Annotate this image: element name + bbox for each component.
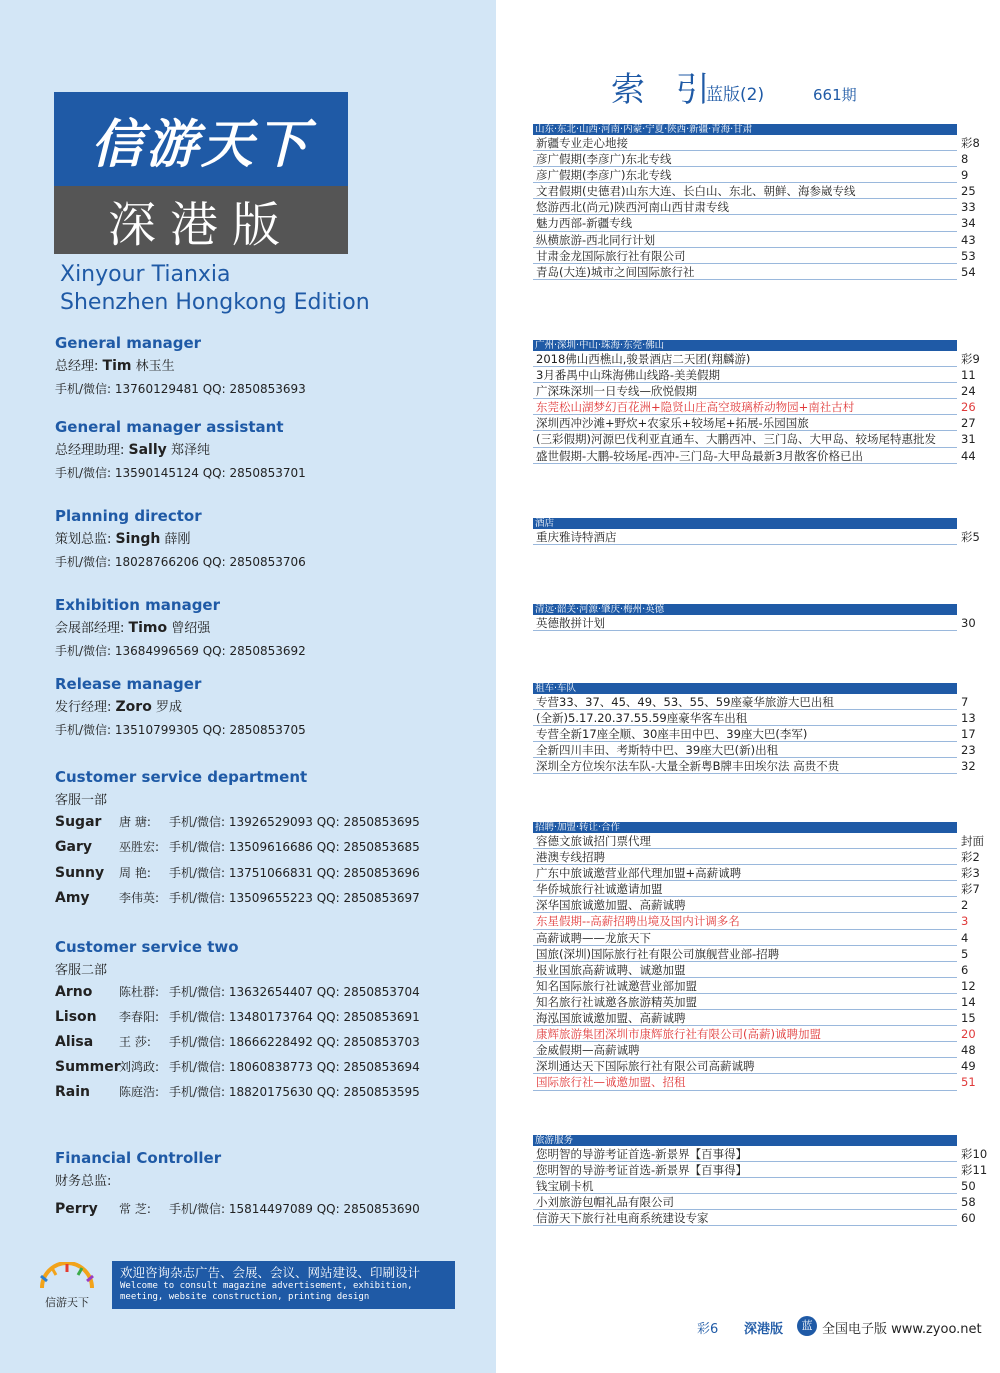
staff-cn-name: 罗成 xyxy=(155,700,182,715)
cs-cn-name: 李伟英: xyxy=(119,890,160,905)
entry-page: 彩3 xyxy=(961,866,980,881)
section-header: 旅游服务 xyxy=(533,1135,957,1146)
index-entry[interactable] xyxy=(533,1010,976,1026)
entry-title: 3月番禺中山珠海佛山线路-美美假期 xyxy=(536,368,720,383)
cs-cn-name: 陈庭浩: xyxy=(119,1085,160,1099)
entry-title: 魅力西部-新疆专线 xyxy=(536,216,633,231)
index-section xyxy=(533,604,976,631)
staff-cn-name: 林玉生 xyxy=(135,359,175,374)
cs-en-name: Summer xyxy=(55,1059,121,1075)
cs-en-name: Amy xyxy=(55,889,90,906)
entry-page: 彩8 xyxy=(961,136,980,150)
staff-contact: 手机/微信: 18028766206 QQ: 2850853706 xyxy=(55,555,306,569)
cs-contact: 手机/微信: 13926529093 QQ: 2850853695 xyxy=(169,815,420,829)
index-entry[interactable] xyxy=(533,694,969,710)
entry-title: 新疆专业走心地接 xyxy=(536,136,628,150)
entry-page: 4 xyxy=(961,930,969,945)
entry-title: (三彩假期)河源巴伐利亚直通车、大鹏西冲、三门岛、大甲岛、较场尾特惠批发 xyxy=(536,432,936,447)
entry-title: 彦广假期(李彦广)东北专线 xyxy=(536,168,672,183)
index-entry[interactable] xyxy=(533,913,969,929)
staff-contact: 手机/微信: 13760129481 QQ: 2850853693 xyxy=(55,382,306,396)
index-subtitle: 蓝版(2) xyxy=(706,85,765,105)
entry-title: 您明智的导游考证首选-新景界【百事得】 xyxy=(536,1163,748,1178)
index-entry[interactable] xyxy=(533,726,976,742)
entry-page: 53 xyxy=(961,248,976,263)
cs-contact: 手机/微信: 13632654407 QQ: 2850853704 xyxy=(169,985,420,999)
entry-title: 国旅(深圳)国际旅行社有限公司旗舰营业部-招聘 xyxy=(536,946,780,961)
entry-title: 广深珠深圳一日专线—欣悦假期 xyxy=(536,384,697,399)
index-entry[interactable] xyxy=(533,1026,976,1042)
entry-title: 深圳全方位埃尔法车队-大量全新粤B牌丰田埃尔法 高贵不贵 xyxy=(536,759,840,774)
index-entry[interactable] xyxy=(533,758,976,774)
index-entry[interactable] xyxy=(533,529,980,545)
cs-en-name: Gary xyxy=(55,839,92,856)
staff-title: Planning director xyxy=(55,507,202,525)
index-entry[interactable] xyxy=(533,1042,976,1058)
entry-title: 2018佛山西樵山,骏景酒店二天团(翔麟游) xyxy=(536,352,751,366)
index-entry[interactable] xyxy=(533,399,976,415)
entry-page: 封面 xyxy=(961,834,984,848)
entry-page: 54 xyxy=(961,264,976,279)
sun-logo-icon xyxy=(41,1263,93,1288)
index-entry[interactable] xyxy=(533,1162,988,1178)
entry-page: 49 xyxy=(961,1059,976,1074)
cs-cn-name: 王 莎: xyxy=(119,1035,151,1049)
index-entry[interactable] xyxy=(533,1210,976,1226)
staff-title: General manager xyxy=(55,334,202,352)
entry-title: 华侨城旅行社诚邀请加盟 xyxy=(536,882,663,897)
entry-title: 钱宝刷卡机 xyxy=(536,1179,594,1194)
index-entry[interactable] xyxy=(533,978,976,994)
cs-en-name: Alisa xyxy=(55,1034,94,1050)
index-entry[interactable] xyxy=(533,994,976,1010)
entry-title: 深华国旅诚邀加盟、高薪诚聘 xyxy=(536,898,686,913)
index-entry[interactable] xyxy=(533,930,969,946)
entry-title: 全新四川丰田、考斯特中巴、39座大巴(新)出租 xyxy=(536,743,779,758)
footer-edition: 深港版 xyxy=(744,1322,784,1337)
index-entry[interactable] xyxy=(533,248,976,264)
entry-page: 44 xyxy=(961,448,976,463)
staff-name-line xyxy=(55,355,175,374)
english-title-line1: Xinyour Tianxia xyxy=(60,262,231,287)
entry-page: 33 xyxy=(961,200,976,215)
index-section xyxy=(533,518,980,545)
cs-contact: 手机/微信: 13509655223 QQ: 2850853697 xyxy=(169,890,420,905)
entry-title: 信游天下旅行社电商系统建设专家 xyxy=(536,1211,709,1226)
staff-name-line xyxy=(55,439,210,458)
entry-title: 深圳西冲沙滩+野炊+农家乐+较场尾+拓展-乐园国旅 xyxy=(536,416,809,431)
staff-role: 会展部经理: xyxy=(55,621,125,636)
staff-contact: 手机/微信: 13510799305 QQ: 2850853705 xyxy=(55,723,306,737)
index-entry[interactable] xyxy=(533,946,969,962)
staff-contact: 手机/微信: 13684996569 QQ: 2850853692 xyxy=(55,644,306,658)
entry-title: 康辉旅游集团深圳市康辉旅行社有限公司(高薪)诚聘加盟 xyxy=(536,1027,821,1042)
entry-title: 悠游西北(尚元)陕西河南山西甘肃专线 xyxy=(536,200,729,215)
entry-page: 8 xyxy=(961,152,969,167)
entry-page: 7 xyxy=(961,695,969,709)
cs-contact-row xyxy=(55,1083,420,1103)
cs2-subtitle: 客服二部 xyxy=(55,963,108,978)
entry-page: 12 xyxy=(961,978,976,993)
entry-page: 23 xyxy=(961,743,976,758)
entry-title: 小刘旅游包帽礼品有限公司 xyxy=(536,1195,674,1210)
entry-title: 专营33、37、45、49、53、55、59座豪华旅游大巴出租 xyxy=(536,695,834,709)
entry-page: 30 xyxy=(961,616,976,630)
staff-role: 策划总监: xyxy=(55,532,112,547)
entry-page: 43 xyxy=(961,232,976,247)
cs-en-name: Sunny xyxy=(55,864,105,881)
entry-page: 27 xyxy=(961,416,976,431)
index-entry[interactable] xyxy=(533,431,976,447)
entry-title: 高薪诚聘——龙旅天下 xyxy=(536,930,651,945)
cs-contact-row xyxy=(55,983,420,1003)
entry-title: 青岛(大连)城市之间国际旅行社 xyxy=(536,264,695,279)
staff-cn-name: 薛刚 xyxy=(164,532,191,547)
cs-cn-name: 刘鸿政: xyxy=(119,1060,160,1074)
entry-title: 盛世假期-大鹏-较场尾-西冲-三门岛-大甲岛最新3月散客价格已出 xyxy=(536,448,864,463)
staff-title: Exhibition manager xyxy=(55,596,220,614)
entry-title: 深圳通达天下国际旅行社有限公司高薪诚聘 xyxy=(536,1059,755,1074)
cs-cn-name: 周 艳: xyxy=(119,865,151,880)
index-entry[interactable] xyxy=(533,1146,988,1162)
index-entry[interactable] xyxy=(533,1058,976,1074)
finance-contact-row xyxy=(55,1200,420,1220)
entry-page: 31 xyxy=(961,432,976,447)
index-entry[interactable] xyxy=(533,383,976,399)
entry-page: 26 xyxy=(961,400,976,415)
section-header: 广州·深圳·中山·珠海·东莞·佛山 xyxy=(533,340,957,351)
cs-cn-name: 李春阳: xyxy=(119,1010,160,1024)
entry-page: 彩5 xyxy=(961,530,980,544)
cs-contact: 手机/微信: 13509616686 QQ: 2850853685 xyxy=(169,840,420,855)
index-entry[interactable] xyxy=(533,833,984,849)
entry-page: 6 xyxy=(961,962,969,977)
finance-title: Financial Controller xyxy=(55,1149,222,1167)
entry-page: 60 xyxy=(961,1211,976,1226)
section-header: 招聘·加盟·转让·合作 xyxy=(533,822,957,833)
index-entry[interactable] xyxy=(533,183,976,199)
entry-title: 甘肃金龙国际旅行社有限公司 xyxy=(536,248,686,263)
staff-role: 总经理助理: xyxy=(55,443,125,458)
index-entry[interactable] xyxy=(533,897,969,913)
entry-page: 50 xyxy=(961,1179,976,1194)
finance-cn-name: 常 芝: xyxy=(119,1202,151,1216)
index-title: 索 引 xyxy=(611,70,720,110)
entry-page: 17 xyxy=(961,727,976,742)
ad-banner xyxy=(112,1261,455,1309)
entry-page: 25 xyxy=(961,184,976,199)
left-panel xyxy=(0,0,496,1373)
entry-page: 14 xyxy=(961,994,976,1009)
index-section xyxy=(533,340,980,464)
index-entry[interactable] xyxy=(533,167,969,183)
entry-page: 51 xyxy=(961,1075,976,1090)
index-entry[interactable] xyxy=(533,865,980,881)
entry-title: 国际旅行社—诚邀加盟、招租 xyxy=(536,1075,686,1090)
entry-title: 东星假期--高薪招聘出境及国内计调多名 xyxy=(536,914,740,929)
logo-text: 信游天下 xyxy=(45,1296,89,1309)
index-entry[interactable] xyxy=(533,151,969,167)
cs2-title: Customer service two xyxy=(55,938,239,956)
entry-title: 知名国际旅行社诚邀营业部加盟 xyxy=(536,978,697,993)
entry-title: 港澳专线招聘 xyxy=(536,850,605,865)
index-entry[interactable] xyxy=(533,215,976,231)
section-header: 租车·车队 xyxy=(533,683,957,694)
index-entry[interactable] xyxy=(533,1074,976,1090)
cs-contact: 手机/微信: 13480173764 QQ: 2850853691 xyxy=(169,1010,420,1024)
entry-page: 2 xyxy=(961,898,969,913)
entry-page: 32 xyxy=(961,759,976,774)
cs-contact-row xyxy=(55,889,420,909)
index-section xyxy=(533,822,984,1091)
english-title-line2: Shenzhen Hongkong Edition xyxy=(60,290,370,315)
brand-logo-bottom: 深港版 xyxy=(54,186,348,254)
entry-page: 3 xyxy=(961,914,969,929)
cs-en-name: Rain xyxy=(55,1084,90,1100)
cs-contact-row xyxy=(55,1008,420,1028)
cs-contact-row xyxy=(55,1058,420,1078)
entry-page: 彩7 xyxy=(961,882,980,897)
cs-contact-row xyxy=(55,838,420,858)
index-entry[interactable] xyxy=(533,351,980,367)
index-entry[interactable] xyxy=(533,1178,976,1194)
entry-page: 11 xyxy=(961,368,976,383)
staff-en-name: Singh xyxy=(115,531,161,547)
cs-cn-name: 陈杜群: xyxy=(119,985,160,999)
cs-cn-name: 巫胜宏: xyxy=(119,840,160,855)
entry-page: 彩9 xyxy=(961,352,980,366)
cs-contact-row xyxy=(55,1033,420,1053)
cs-contact: 手机/微信: 18666228492 QQ: 2850853703 xyxy=(169,1035,420,1049)
entry-page: 5 xyxy=(961,946,969,961)
entry-page: 48 xyxy=(961,1043,976,1058)
entry-page: 9 xyxy=(961,168,969,183)
staff-title: Release manager xyxy=(55,675,202,693)
index-entry[interactable] xyxy=(533,849,980,865)
entry-title: 重庆雅诗特酒店 xyxy=(536,530,617,544)
brand-logo-top: 信游天下 xyxy=(54,92,348,186)
entry-title: (全新)5.17.20.37.55.59座豪华客车出租 xyxy=(536,711,748,726)
entry-title: 彦广假期(李彦广)东北专线 xyxy=(536,152,672,167)
entry-title: 文君假期(史德君)山东大连、长白山、东北、朝鲜、海参崴专线 xyxy=(536,184,856,199)
staff-name-line xyxy=(55,696,182,715)
entry-title: 海泓国旅诚邀加盟、高薪诚聘 xyxy=(536,1011,686,1026)
cs-en-name: Sugar xyxy=(55,814,102,830)
entry-page: 24 xyxy=(961,384,976,399)
ad-english-line2: meeting, website construction, printing design xyxy=(120,1292,370,1302)
entry-title: 专营全新17座全顺、30座丰田中巴、39座大巴(李军) xyxy=(536,727,808,742)
staff-en-name: Timo xyxy=(128,620,168,636)
cs1-title: Customer service department xyxy=(55,768,308,786)
index-entry[interactable] xyxy=(533,415,976,431)
staff-en-name: Sally xyxy=(128,442,167,458)
index-entry[interactable] xyxy=(533,881,980,897)
ad-english-line1: Welcome to consult magazine advertisement, exhibition, xyxy=(120,1281,413,1291)
issue-number: 661期 xyxy=(813,86,857,104)
entry-title: 纵横旅游-西北同行计划 xyxy=(536,232,656,247)
staff-en-name: Zoro xyxy=(115,699,152,715)
entry-page: 13 xyxy=(961,711,976,726)
index-entry[interactable] xyxy=(533,367,976,383)
index-entry[interactable] xyxy=(533,448,976,464)
index-entry[interactable] xyxy=(533,264,976,280)
staff-name-line xyxy=(55,617,210,636)
staff-role: 总经理: xyxy=(55,359,99,374)
index-entry[interactable] xyxy=(533,962,969,978)
company-logo xyxy=(30,1262,104,1312)
index-section xyxy=(533,124,980,280)
entry-title: 金威假期—高薪诚聘 xyxy=(536,1043,640,1058)
cs-contact: 手机/微信: 13751066831 QQ: 2850853696 xyxy=(169,865,420,880)
entry-title: 广东中旅诚邀营业部代理加盟+高薪诚聘 xyxy=(536,866,742,881)
entry-page: 彩2 xyxy=(961,850,980,865)
index-entry[interactable] xyxy=(533,232,976,248)
cs-contact: 手机/微信: 18820175630 QQ: 2850853595 xyxy=(169,1085,420,1099)
footer-badge: 蓝 xyxy=(797,1316,817,1336)
cs-contact: 手机/微信: 18060838773 QQ: 2850853694 xyxy=(169,1060,420,1074)
entry-title: 报业国旅高薪诚聘、诚邀加盟 xyxy=(536,962,686,977)
staff-role: 发行经理: xyxy=(55,700,112,715)
section-header: 清远·韶关·河源·肇庆·梅州·英德 xyxy=(533,604,957,615)
section-header: 酒店 xyxy=(533,518,957,529)
footer-website[interactable]: 全国电子版 www.zyoo.net xyxy=(822,1322,982,1337)
index-section xyxy=(533,1135,988,1226)
finance-en-name: Perry xyxy=(55,1201,98,1217)
entry-page: 58 xyxy=(961,1195,976,1210)
entry-title: 东莞松山湖梦幻百花洲+隐贤山庄高空玻璃桥动物园+南社古村 xyxy=(536,400,855,415)
ad-chinese-text: 欢迎咨询杂志广告、会展、会议、网站建设、印刷设计 xyxy=(120,1265,421,1280)
cs-contact-row xyxy=(55,813,420,833)
cs-en-name: Arno xyxy=(55,984,93,1000)
staff-name-line xyxy=(55,528,191,547)
entry-title: 英德散拼计划 xyxy=(536,616,605,630)
finance-subtitle: 财务总监: xyxy=(55,1174,112,1189)
entry-title: 容德文旅诚招门票代理 xyxy=(536,834,651,848)
entry-title: 知名旅行社诚邀各旅游精英加盟 xyxy=(536,994,697,1009)
index-entry[interactable] xyxy=(533,199,976,215)
entry-page: 20 xyxy=(961,1027,976,1042)
staff-en-name: Tim xyxy=(102,358,132,374)
cs-contact-row xyxy=(55,864,420,884)
section-header: 山东·东北·山西·河南·内蒙·宁夏·陕西·新疆·青海·甘肃 xyxy=(533,124,957,135)
entry-page: 彩11 xyxy=(961,1163,988,1178)
staff-cn-name: 曾绍强 xyxy=(171,621,211,636)
finance-contact: 手机/微信: 15814497089 QQ: 2850853690 xyxy=(169,1202,420,1216)
entry-page: 34 xyxy=(961,216,976,231)
footer-page-number: 彩6 xyxy=(697,1322,719,1337)
cs-cn-name: 唐 瑭: xyxy=(119,815,151,829)
index-entry[interactable] xyxy=(533,710,976,726)
entry-page: 15 xyxy=(961,1011,976,1026)
index-entry[interactable] xyxy=(533,615,976,631)
staff-cn-name: 郑泽纯 xyxy=(170,443,210,458)
index-entry[interactable] xyxy=(533,135,980,151)
entry-title: 您明智的导游考证首选-新景界【百事得】 xyxy=(536,1147,748,1161)
index-section xyxy=(533,683,976,774)
index-entry[interactable] xyxy=(533,1194,976,1210)
index-entry[interactable] xyxy=(533,742,976,758)
staff-title: General manager assistant xyxy=(55,418,284,436)
cs-en-name: Lison xyxy=(55,1009,97,1025)
cs1-subtitle: 客服一部 xyxy=(55,793,108,808)
entry-page: 彩10 xyxy=(961,1147,988,1161)
staff-contact: 手机/微信: 13590145124 QQ: 2850853701 xyxy=(55,466,306,480)
